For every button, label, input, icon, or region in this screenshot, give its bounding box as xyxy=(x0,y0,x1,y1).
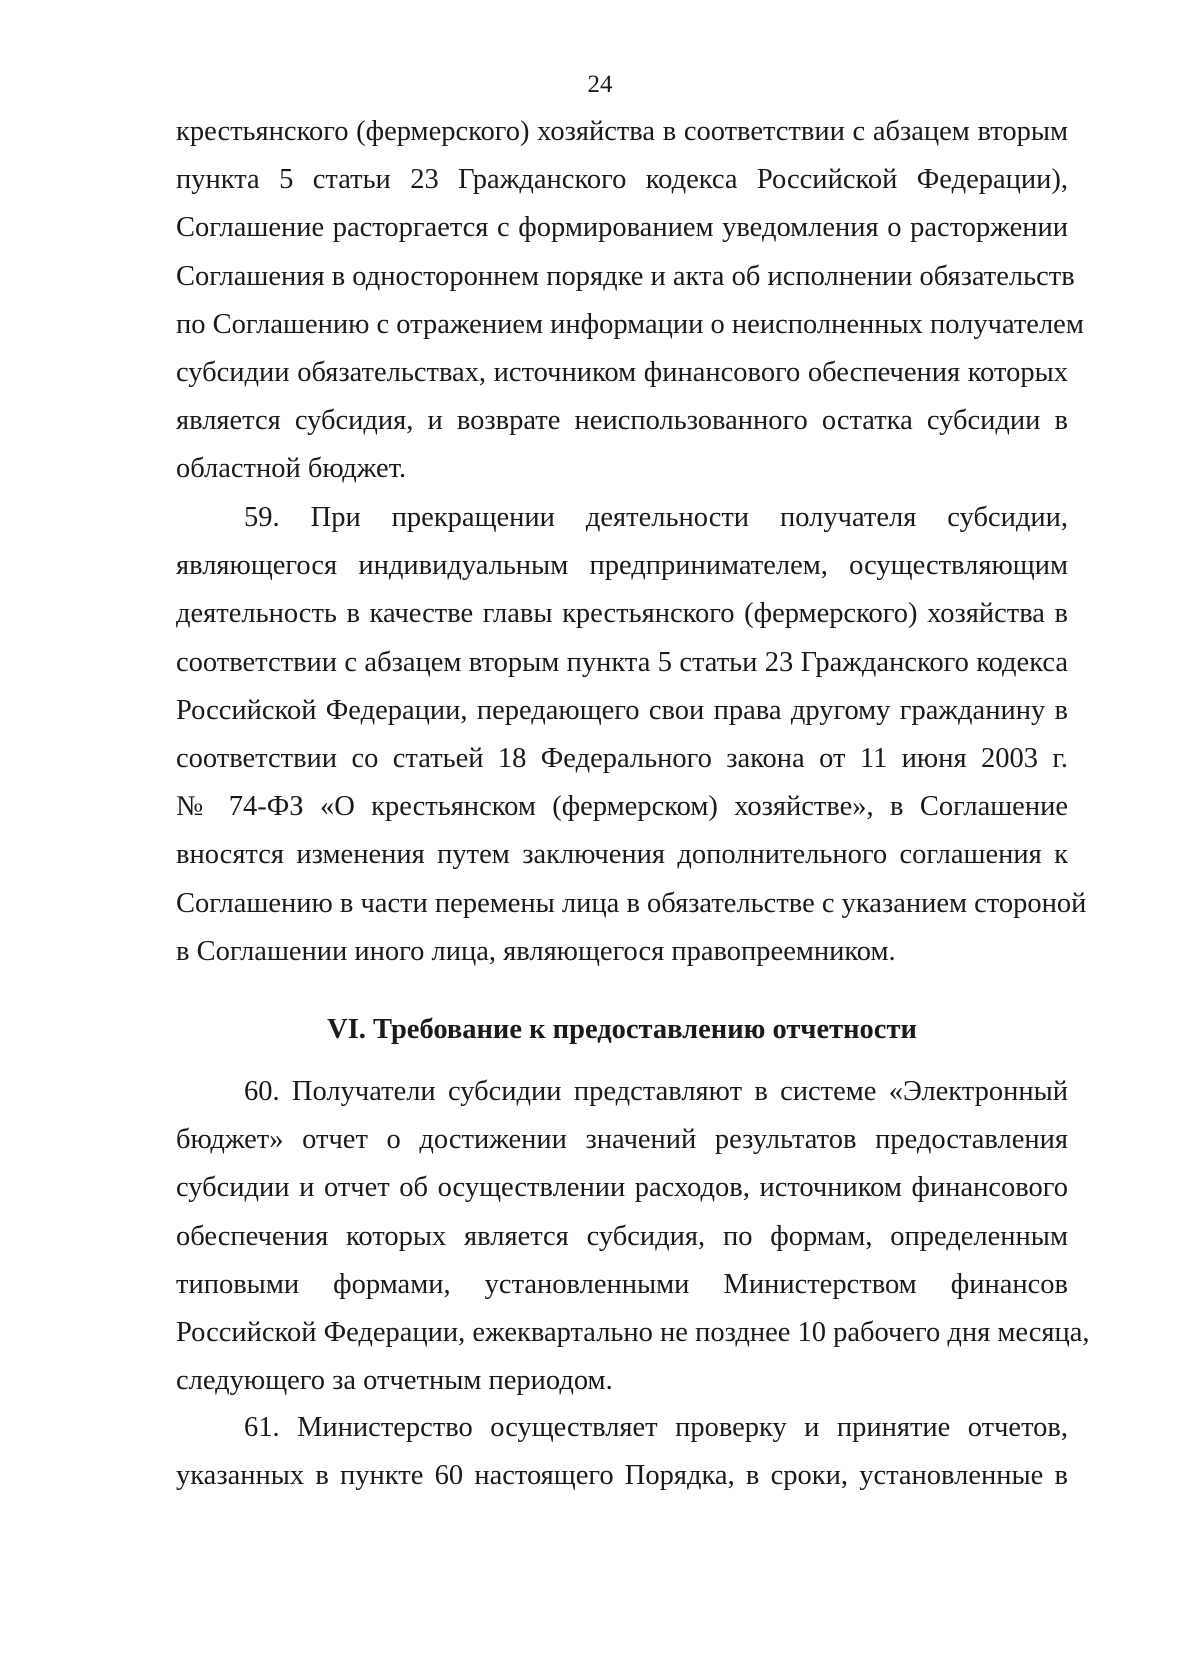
text-line: 60. Получатели субсидии представляют в системе «Электронный xyxy=(244,1076,1068,1107)
text-line: Российской Федерации, передающего свои права другому гражданину в xyxy=(176,694,1068,726)
text-line: типовыми формами, установленными Министерством финансов xyxy=(176,1268,1068,1300)
text-line: 59. При прекращении деятельности получателя субсидии, xyxy=(244,502,1068,533)
text-line: бюджет» отчет о достижении значений результатов предоставления xyxy=(176,1124,1068,1156)
text-line: являющегося индивидуальным предпринимателем, осуществляющим xyxy=(176,550,1068,582)
text-line: № 74-ФЗ «О крестьянском (фермерском) хозяйстве», в Соглашение xyxy=(176,791,1068,823)
text-line: 61. Министерство осуществляет проверку и принятие отчетов, xyxy=(244,1412,1068,1443)
text-line: Соглашения в одностороннем порядке и акта об исполнении обязательств xyxy=(176,260,1075,292)
text-line: Соглашение расторгается с формированием уведомления о расторжении xyxy=(176,212,1068,244)
text-line: соответствии с абзацем вторым пункта 5 статьи 23 Гражданского кодекса xyxy=(176,646,1068,678)
text-line: деятельность в качестве главы крестьянского (фермерского) хозяйства в xyxy=(176,598,1068,630)
text-line: указанных в пункте 60 настоящего Порядка, в сроки, установленные в xyxy=(176,1460,1068,1492)
paragraph-59 xyxy=(176,494,1087,976)
text-line: по Соглашению с отражением информации о неисполненных получателем xyxy=(176,308,1084,340)
text-line: пункта 5 статьи 23 Гражданского кодекса Российской Федерации), xyxy=(176,164,1068,196)
text-line: крестьянского (фермерского) хозяйства в соответствии с абзацем вторым xyxy=(176,116,1068,147)
text-line: областной бюджет. xyxy=(176,453,407,485)
text-line: субсидии и отчет об осуществлении расходов, источником финансового xyxy=(176,1172,1068,1204)
text-line: Российской Федерации, ежеквартально не позднее 10 рабочего дня месяца, xyxy=(176,1317,1090,1349)
section-heading: VI. Требование к предоставлению отчетности xyxy=(327,1014,917,1045)
paragraph-58-continuation xyxy=(176,108,1084,494)
text-line: является субсидия, и возврате неиспользованного остатка субсидии в xyxy=(176,405,1068,437)
paragraph-60 xyxy=(176,1068,1090,1405)
page-number: 24 xyxy=(587,71,613,98)
text-line: субсидии обязательствах, источником финансового обеспечения которых xyxy=(176,357,1068,389)
text-line: в Соглашении иного лица, являющегося правопреемником. xyxy=(176,935,896,967)
text-line: вносятся изменения путем заключения дополнительного соглашения к xyxy=(176,839,1068,871)
text-line: Соглашению в части перемены лица в обязательстве с указанием стороной xyxy=(176,887,1087,919)
text-line: следующего за отчетным периодом. xyxy=(176,1365,613,1397)
text-line: соответствии со статьей 18 Федерального закона от 11 июня 2003 г. xyxy=(176,743,1068,775)
paragraph-61 xyxy=(176,1404,1068,1500)
text-line: обеспечения которых является субсидия, по формам, определенным xyxy=(176,1220,1068,1252)
